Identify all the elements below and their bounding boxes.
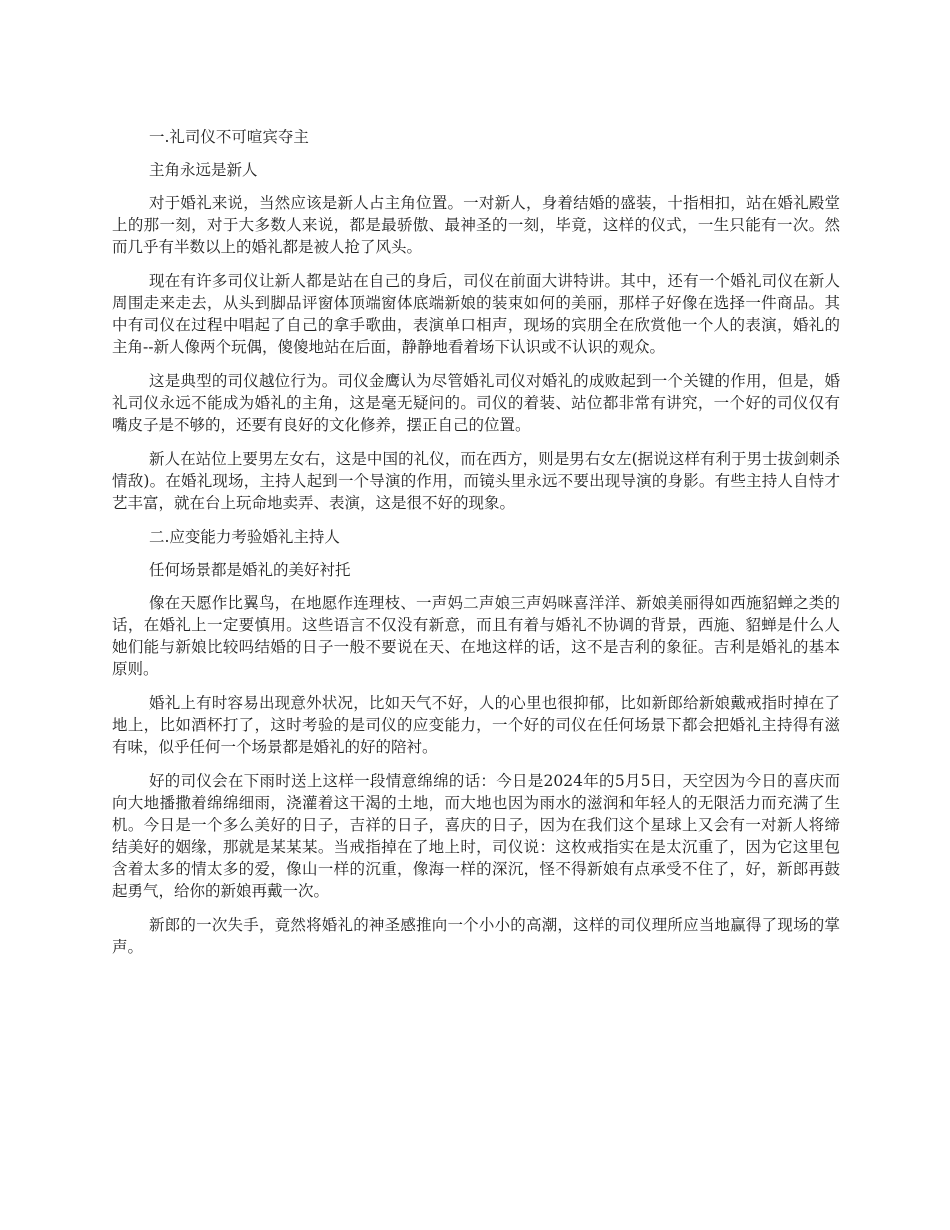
section-subheading: 任何场景都是婚礼的美好衬托 xyxy=(149,561,351,579)
paragraph: 这是典型的司仪越位行为。司仪金鹰认为尽管婚礼司仪对婚礼的成败起到一个关键的作用，但是，婚礼司仪永远不能成为婚礼的主角，这是毫无疑问的。司仪的着装、站位都非常有讲究，一个好的司仪仅有嘴皮子是不够的，还要有良好的文化修养，摆正自己的位置。 xyxy=(112,372,840,434)
paragraph: 对于婚礼来说，当然应该是新人占主角位置。一对新人，身着结婚的盛装，十指相扣，站在婚礼殿堂上的那一刻，对于大多数人来说，都是最骄傲、最神圣的一刻，毕竟，这样的仪式，一生只能有一次。然而几乎有半数以上的婚礼都是被人抢了风头。 xyxy=(112,194,840,256)
paragraph: 现在有许多司仪让新人都是站在自己的身后，司仪在前面大讲特讲。其中，还有一个婚礼司仪在新人周围走来走去，从头到脚品评窗体顶端窗体底端新娘的装束如何的美丽，那样子好像在选择一件商品。其中有司仪在过程中唱起了自己的拿手歌曲，表演单口相声，现场的宾朋全在欣赏他一个人的表演，婚礼的主角--新人像两个玩偶，傻傻地站在后面，静静地看着场下认识或不认识的观众。 xyxy=(112,272,840,356)
section-subheading: 主角永远是新人 xyxy=(149,161,258,179)
document-body xyxy=(112,126,840,970)
paragraph: 好的司仪会在下雨时送上这样一段情意绵绵的话：今日是2024年的5月5日，天空因为今日的喜庆而向大地播撒着绵绵细雨，浇灌着这干渴的土地，而大地也因为雨水的滋润和年轻人的无限活力而充满了生机。今日是一个多么美好的日子，吉祥的日子，喜庆的日子，因为在我们这个星球上又会有一对新人将缔结美好的姻缘，那就是某某某。当戒指掉在了地上时，司仪说：这枚戒指实在是太沉重了，因为它这里包含着太多的情太多的爱，像山一样的沉重，像海一样的深沉，怪不得新娘有点承受不住了，好，新郎再鼓起勇气，给你的新娘再戴一次。 xyxy=(112,772,840,900)
section-heading: 二.应变能力考验婚礼主持人 xyxy=(149,528,340,546)
section-heading: 一.礼司仪不可喧宾夺主 xyxy=(149,128,309,146)
paragraph: 新人在站位上要男左女右，这是中国的礼仪，而在西方，则是男右女左(据说这样有利于男士拔剑刺杀情敌)。在婚礼现场，主持人起到一个导演的作用，而镜头里永远不要出现导演的身影。有些主持人自恃才艺丰富，就在台上玩命地卖弄、表演，这是很不好的现象。 xyxy=(112,450,840,512)
paragraph: 婚礼上有时容易出现意外状况，比如天气不好，人的心里也很抑郁，比如新郎给新娘戴戒指时掉在了地上，比如酒杯打了，这时考验的是司仪的应变能力，一个好的司仪在任何场景下都会把婚礼主持得有滋有味，似乎任何一个场景都是婚礼的好的陪衬。 xyxy=(112,694,840,756)
paragraph: 像在天愿作比翼鸟，在地愿作连理枝、一声妈二声娘三声妈咪喜洋洋、新娘美丽得如西施貂蝉之类的话，在婚礼上一定要慎用。这些语言不仅没有新意，而且有着与婚礼不协调的背景，西施、貂蝉是什么人她们能与新娘比较吗结婚的日子一般不要说在天、在地这样的话，这不是吉利的象征。吉利是婚礼的基本原则。 xyxy=(112,594,840,678)
paragraph: 新郎的一次失手，竟然将婚礼的神圣感推向一个小小的高潮，这样的司仪理所应当地赢得了现场的掌声。 xyxy=(112,916,840,956)
